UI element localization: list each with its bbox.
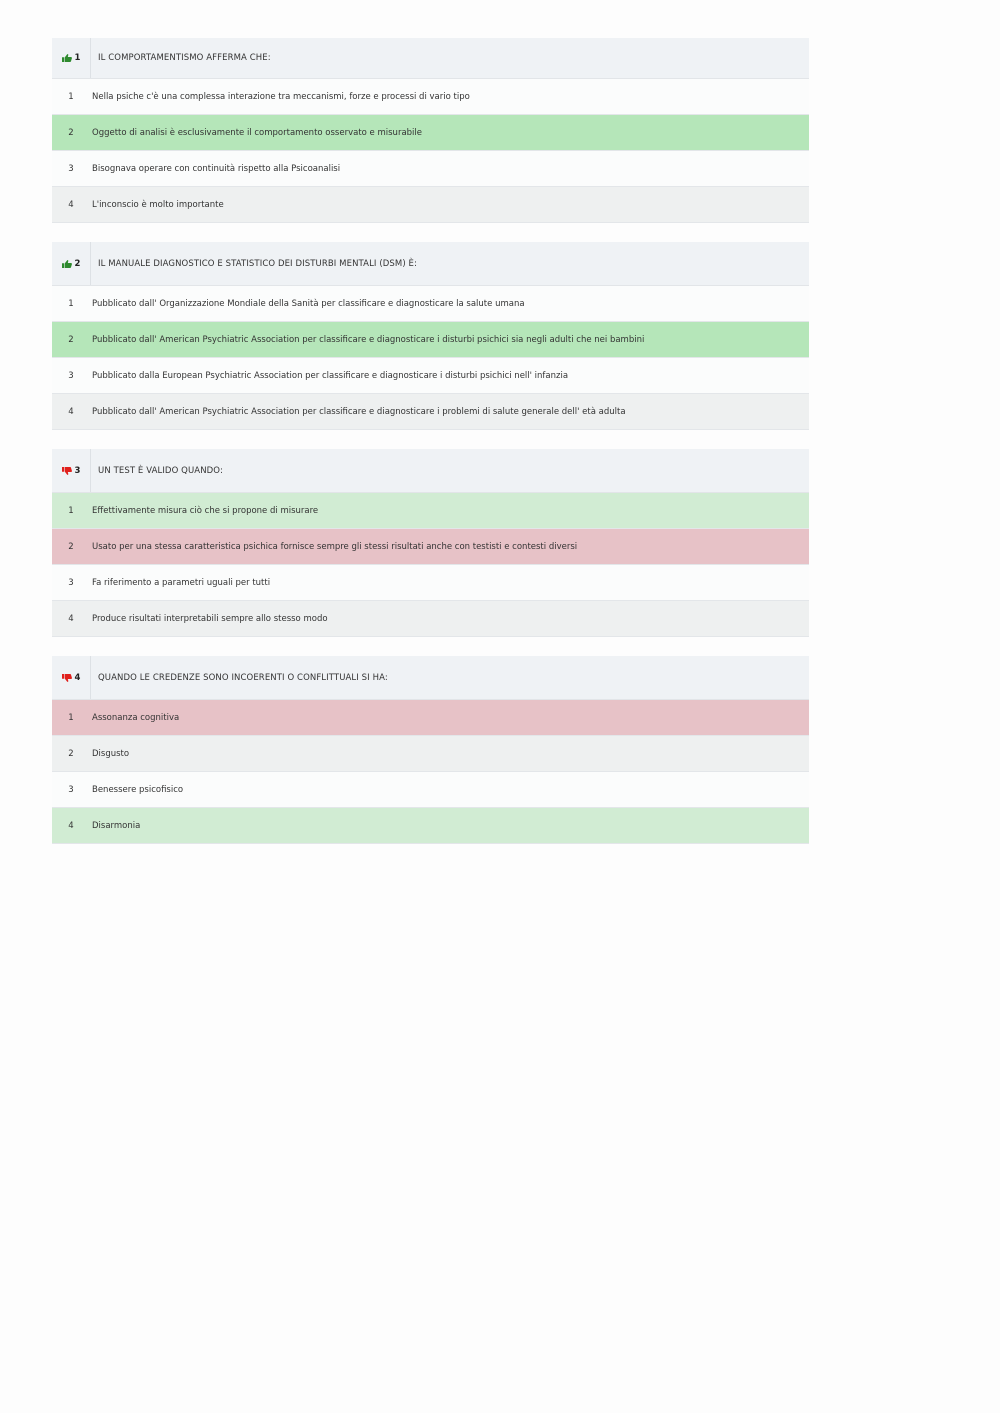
question-number: 3	[74, 465, 81, 476]
question-number: 2	[74, 258, 81, 269]
answer-number: 2	[68, 334, 74, 345]
answer-number: 3	[68, 784, 74, 795]
answer-text: Assonanza cognitiva	[92, 712, 180, 723]
question-header	[52, 38, 809, 79]
question-number-cell	[52, 656, 91, 699]
answer-row	[52, 529, 809, 565]
answer-text: L'inconscio è molto importante	[92, 199, 224, 210]
question-text: IL MANUALE DIAGNOSTICO E STATISTICO DEI DISTURBI MENTALI (DSM) È:	[98, 258, 417, 269]
answer-number: 3	[68, 370, 74, 381]
question-text: IL COMPORTAMENTISMO AFFERMA CHE:	[98, 53, 271, 63]
question-block	[52, 449, 809, 637]
question-number: 4	[74, 672, 81, 683]
question-header	[52, 242, 809, 286]
answer-number: 4	[68, 613, 74, 624]
answer-text: Disgusto	[92, 748, 130, 759]
answer-number: 1	[68, 298, 74, 309]
answer-row	[52, 394, 809, 430]
answer-row	[52, 493, 809, 529]
answer-row	[52, 286, 809, 322]
thumb-down-icon	[62, 467, 72, 475]
quiz-results	[52, 38, 809, 863]
question-text: UN TEST È VALIDO QUANDO:	[98, 465, 223, 476]
answer-text: Nella psiche c'è una complessa interazione tra meccanismi, forze e processi di vario tipo	[92, 91, 470, 102]
answer-text: Fa riferimento a parametri uguali per tutti	[92, 577, 271, 588]
answer-number: 1	[68, 712, 74, 723]
answer-number: 4	[68, 199, 74, 210]
answer-text: Effettivamente misura ciò che si propone di misurare	[92, 505, 319, 516]
answer-row	[52, 79, 809, 115]
answer-text: Pubblicato dalla European Psychiatric Association per classificare e diagnosticare i disturbi psichici nell' infanzia	[92, 370, 569, 381]
answer-number: 1	[68, 505, 74, 516]
answer-number: 4	[68, 406, 74, 417]
answer-text: Pubblicato dall' American Psychiatric Association per classificare e diagnosticare i problemi di salute generale dell' età adulta	[92, 406, 626, 417]
answer-number: 2	[68, 127, 74, 138]
question-header	[52, 656, 809, 700]
answer-row	[52, 151, 809, 187]
answer-text: Benessere psicofisico	[92, 784, 184, 795]
answer-number: 1	[68, 91, 74, 102]
question-number-cell	[52, 449, 91, 492]
answer-text: Usato per una stessa caratteristica psichica fornisce sempre gli stessi risultati anche con testisti e contesti diversi	[92, 541, 578, 552]
question-block	[52, 38, 809, 223]
question-header	[52, 449, 809, 493]
question-block	[52, 242, 809, 430]
answer-number: 2	[68, 541, 74, 552]
answer-row	[52, 322, 809, 358]
answer-number: 2	[68, 748, 74, 759]
answer-row	[52, 700, 809, 736]
answer-row	[52, 358, 809, 394]
answer-text: Oggetto di analisi è esclusivamente il comportamento osservato e misurabile	[92, 127, 422, 138]
answer-row	[52, 187, 809, 223]
answer-number: 3	[68, 163, 74, 174]
question-number-cell	[52, 38, 91, 78]
thumb-up-icon	[62, 260, 72, 268]
question-number: 1	[74, 53, 81, 63]
answer-row	[52, 772, 809, 808]
answer-text: Pubblicato dall' American Psychiatric Association per classificare e diagnosticare i disturbi psichici sia negli adulti che nei bambini	[92, 334, 645, 345]
answer-text: Disarmonia	[92, 820, 141, 831]
answer-text: Bisognava operare con continuità rispetto alla Psicoanalisi	[92, 163, 341, 174]
thumb-up-icon	[62, 54, 72, 62]
answer-text: Pubblicato dall' Organizzazione Mondiale della Sanità per classificare e diagnosticare la salute umana	[92, 298, 525, 309]
answer-row	[52, 565, 809, 601]
answer-row	[52, 115, 809, 151]
answer-row	[52, 808, 809, 844]
question-number-cell	[52, 242, 91, 285]
thumb-down-icon	[62, 674, 72, 682]
answer-number: 3	[68, 577, 74, 588]
answer-text: Produce risultati interpretabili sempre allo stesso modo	[92, 613, 328, 624]
question-block	[52, 656, 809, 844]
question-text: QUANDO LE CREDENZE SONO INCOERENTI O CONFLITTUALI SI HA:	[98, 672, 388, 683]
answer-number: 4	[68, 820, 74, 831]
answer-row	[52, 601, 809, 637]
answer-row	[52, 736, 809, 772]
